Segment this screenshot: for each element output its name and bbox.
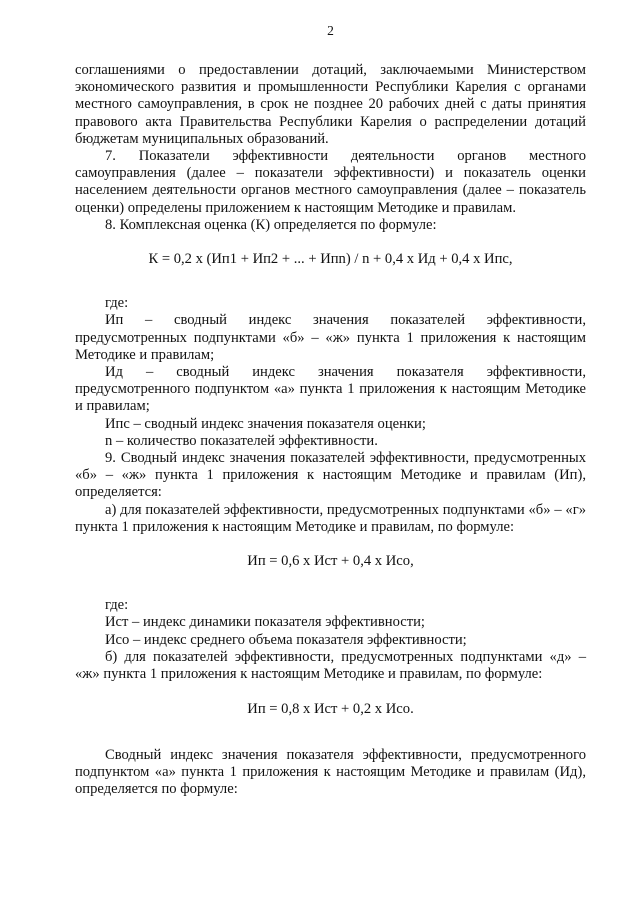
formula-complex-score: К = 0,2 х (Ип1 + Ип2 + ... + Ипn) / n + 0,4 х Ид + 0,4 х Ипс, [148,251,513,268]
paragraph-item-7: 7. Показатели эффективности деятельности органов местного самоуправления (далее – показатели эффективности) и показатель оценки населением деятельности органов местного самоуправления (далее – показатель оценки) определены приложением к настоящим Методике и правилам. [75,148,586,216]
definition-ips: Ипс – сводный индекс значения показателя оценки; [105,415,426,432]
subitem-b: б) для показателей эффективности, предусмотренных подпунктами «д» – «ж» пункта 1 приложения к настоящим Методике и правилам, по формуле: [75,648,586,683]
subitem-a: а) для показателей эффективности, предусмотренных подпунктами «б» – «г» пункта 1 приложения к настоящим Методике и правилам, по формуле: [75,501,586,535]
page-number: 2 [327,23,334,38]
definition-ist: Ист – индекс динамики показателя эффективности; [105,614,425,631]
where-label-2: где: [105,597,129,614]
document-page [75,22,586,798]
definition-id: Ид – сводный индекс значения показателя эффективности, предусмотренного подпунктом «а» пункта 1 приложения к настоящим Методике и правилам; [75,364,586,415]
definition-n: n – количество показателей эффективности. [105,432,378,449]
formula-ip-b: Ип = 0,8 х Ист + 0,2 х Исо. [247,701,414,718]
paragraph-item-9: 9. Сводный индекс значения показателей эффективности, предусмотренных «б» – «ж» пункта 1 приложения к настоящим Методике и правилам (Ип), определяется: [75,450,586,501]
definition-ip: Ип – сводный индекс значения показателей эффективности, предусмотренных подпунктами «б» – «ж» пункта 1 приложения к настоящим Методике и правилам; [75,312,586,363]
paragraph-id-intro: Сводный индекс значения показателя эффективности, предусмотренного подпунктом «а» пункта 1 приложения к настоящим Методике и правилам (Ид), определяется по формуле: [75,746,586,797]
paragraph-continuation: соглашениями о предоставлении дотаций, заключаемыми Министерством экономического развития и промышленности Республики Карелия с органами местного самоуправления, в срок не позднее 20 рабочих дней с даты принятия правового акта Правительства Республики Карелия о распределении дотаций бюджетам муниципальных образований. [75,62,586,147]
where-label: где: [105,295,129,312]
definition-iso: Исо – индекс среднего объема показателя эффективности; [105,631,467,648]
paragraph-item-8: 8. Комплексная оценка (К) определяется по формуле: [105,216,437,233]
formula-ip-a: Ип = 0,6 х Ист + 0,4 х Исо, [247,553,414,570]
